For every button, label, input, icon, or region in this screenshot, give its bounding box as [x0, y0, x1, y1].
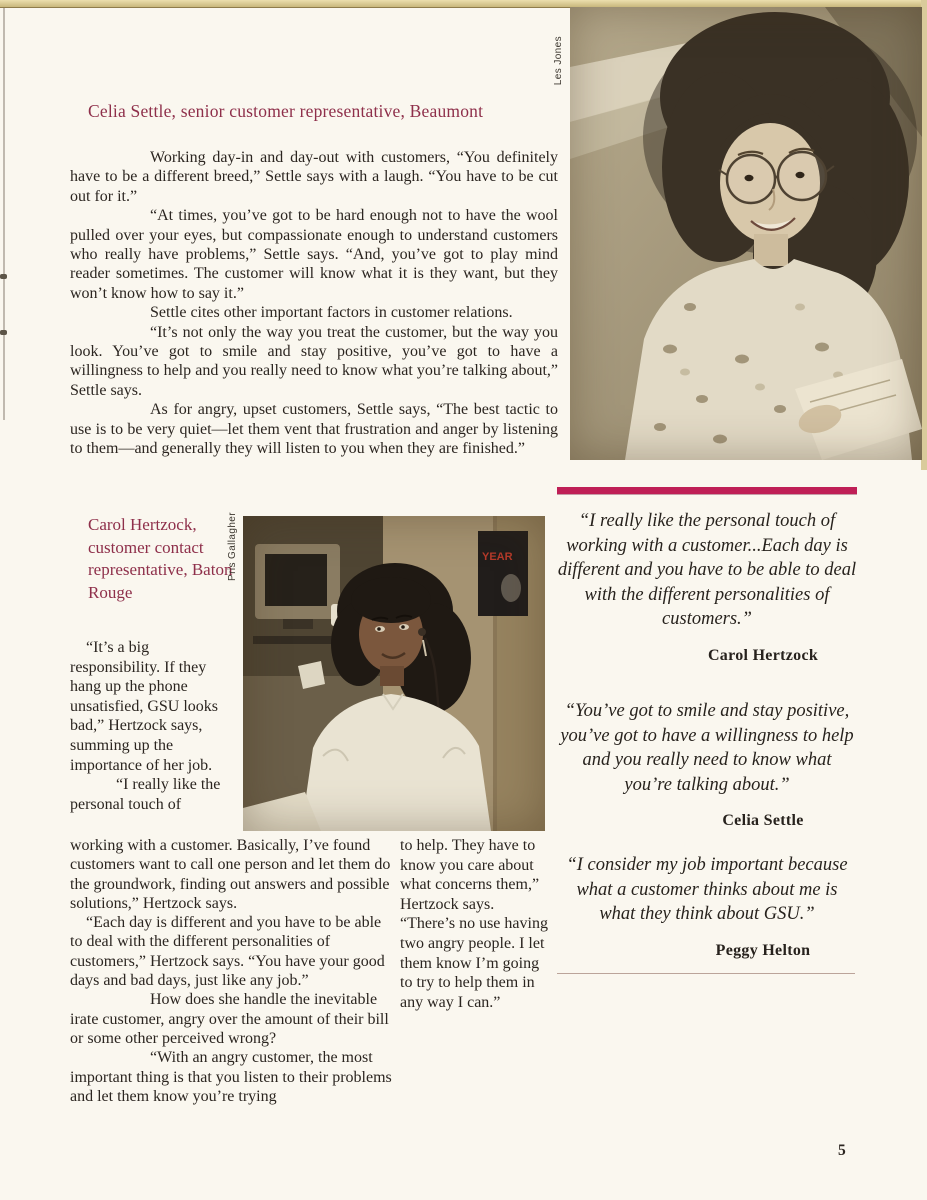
- paragraph: working with a customer. Basically, I’ve found customers want to call one person and let them do the groundwork, finding out answers and possible solutions,” Hertzock says.: [70, 837, 391, 912]
- photo-carol-hertzock: [243, 516, 545, 831]
- photo-carol-illustration: [243, 516, 545, 831]
- divider-rule: [557, 973, 855, 974]
- paragraph: to help. They have to know you care about what concerns them,” Hertzock says. “There’s no use having two angry people. I let them know I’m going to try to help them in any way I can.”: [400, 837, 548, 1011]
- pull-quote-carol: [557, 509, 857, 668]
- paragraph: As for angry, upset customers, Settle says, “The best tactic to use is to be very quiet—let them vent that frustration and anger by listening to them—and generally they will listen to you when they are finished.”: [70, 401, 558, 458]
- paragraph: “It’s not only the way you treat the customer, but the way you look. You’ve got to smile and stay positive, you’ve got to have a willingness to help and you really need to know what you’re talking about,” Settle says.: [70, 323, 558, 399]
- page-number: 5: [838, 1142, 846, 1159]
- scan-edge-left: [3, 8, 5, 420]
- binding-mark: [0, 274, 7, 279]
- paragraph: “I really like the personal touch of: [70, 776, 221, 813]
- article-carol-narrow-column: [70, 638, 235, 814]
- photo-credit-pris-gallagher: Pris Gallagher: [227, 512, 238, 581]
- binding-mark: [0, 330, 7, 335]
- pull-quote-attribution: Celia Settle: [722, 812, 804, 829]
- pull-quote-text: “I really like the personal touch of working with a customer...Each day is different and you have to be able to deal with the different personalities of customers.”: [557, 511, 857, 629]
- photo-credit-les-jones: Les Jones: [553, 36, 564, 86]
- headline-carol-hertzock: Carol Hertzock, customer contact representative, Baton Rouge: [88, 515, 233, 602]
- pull-quote-peggy: [557, 853, 857, 963]
- paragraph: “With an angry customer, the most important thing is that you listen to their problems and let them know you’re trying: [70, 1049, 392, 1105]
- paragraph: “It’s a big responsibility. If they hang up the phone unsatisfied, GSU looks bad,” Hertzock says, summing up the importance of her job.: [70, 639, 218, 774]
- article-carol-left-column: [70, 836, 397, 1106]
- pull-quote-attribution: Peggy Helton: [715, 941, 811, 959]
- accent-bar: [557, 487, 857, 494]
- headline-celia-settle: Celia Settle, senior customer representative, Beaumont: [88, 101, 484, 121]
- paragraph: Working day-in and day-out with customers, “You definitely have to be a different breed,” Settle says with a laugh. “You have to be cut out for it.”: [70, 149, 558, 205]
- pull-quote-text: “I consider my job important because what a customer thinks about me is what they think about GSU.”: [566, 855, 848, 924]
- paragraph: How does she handle the inevitable irate customer, angry over the amount of their bill or some other perceived wrong?: [70, 991, 389, 1047]
- paragraph: “At times, you’ve got to be hard enough not to have the wool pulled over your eyes, but compassionate enough to understand customers who really have problems,” Settle says. “And, you’ve got to play mind reader sometimes. The customer will know what it is they want, but they won’t know how to say it.”: [70, 207, 558, 302]
- pull-quote-text: “You’ve got to smile and stay positive, you’ve got to have a willingness to help and you really need to know what you’re talking about.”: [560, 701, 854, 795]
- article-celia-settle: [70, 148, 558, 459]
- paragraph: Settle cites other important factors in customer relations.: [150, 304, 513, 322]
- photo-celia-illustration: [570, 7, 922, 460]
- article-carol-middle-column: [400, 836, 552, 1012]
- photo-celia-settle: [570, 7, 922, 460]
- pull-quote-celia: [557, 699, 857, 834]
- paragraph: “Each day is different and you have to be able to deal with the different personalities of customers,” Hertzock says. “You have your good days and bad days, just like any job.”: [70, 914, 385, 990]
- pull-quote-attribution: Carol Hertzock: [707, 646, 819, 664]
- poster-text: YEAR: [482, 551, 513, 563]
